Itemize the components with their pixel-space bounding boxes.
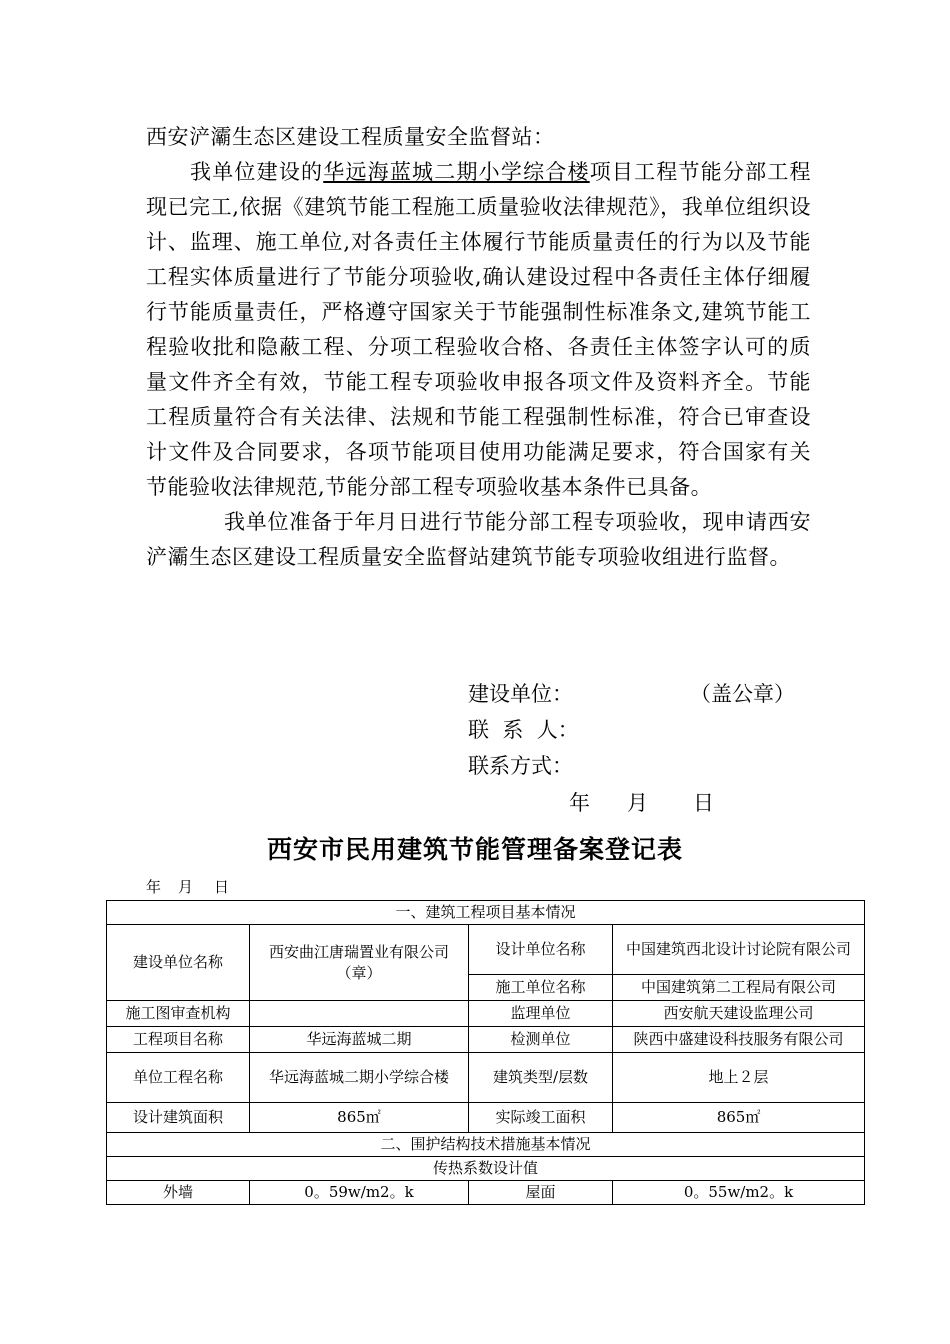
- table-row: [107, 1181, 865, 1205]
- section1-header: 一、建筑工程项目基本情况: [107, 901, 865, 925]
- actual-area-label: 实际竣工面积: [469, 1103, 613, 1133]
- table-row: [107, 901, 865, 925]
- exterior-wall-label: 外墙: [107, 1181, 250, 1205]
- design-unit-name-value: 中国建筑西北设计讨论院有限公司: [613, 925, 865, 975]
- testing-unit-value: 陕西中盛建设科技服务有限公司: [613, 1027, 865, 1053]
- section2-subheader: 传热系数设计值: [107, 1157, 865, 1181]
- construction-unit-name-value: 中国建筑第二工程局有限公司: [613, 975, 865, 1001]
- letter-salutation: 西安浐灞生态区建设工程质量安全监督站：: [146, 125, 555, 149]
- form-date-month: 月: [178, 878, 194, 896]
- letter-date-day: 日: [693, 791, 714, 815]
- table-row: [107, 1053, 865, 1103]
- letter-paragraph-2: 我单位准备于年月日进行节能分部工程专项验收，现申请西安浐灞生态区建设工程质量安全监督站建筑节能专项验收组进行监督。: [146, 510, 811, 569]
- design-unit-name-label: 设计单位名称: [469, 925, 613, 975]
- exterior-wall-value: 0。59w/m2。k: [250, 1181, 469, 1205]
- project-name-underlined: 华远海蓝城二期小学综合楼: [323, 160, 590, 184]
- table-row: [107, 1103, 865, 1133]
- actual-area-value: 865㎡: [613, 1103, 865, 1133]
- para1-lead: 我单位建设的: [190, 160, 324, 184]
- project-name-label: 工程项目名称: [107, 1027, 250, 1053]
- form-date-year: 年: [146, 878, 162, 896]
- sign-build-unit: [468, 677, 795, 712]
- supervision-unit-value: 西安航天建设监理公司: [613, 1001, 865, 1027]
- unit-project-name-label: 单位工程名称: [107, 1053, 250, 1103]
- letter-date-month: 月: [627, 791, 648, 815]
- build-unit-name-value: 西安曲江唐瑞置业有限公司（章）: [250, 925, 469, 1001]
- roof-label: 屋面: [469, 1181, 613, 1205]
- design-area-value: 865㎡: [250, 1103, 469, 1133]
- build-unit-label: 建设单位：: [468, 682, 573, 706]
- application-letter: [146, 120, 811, 575]
- form-title: 西安市民用建筑节能管理备案登记表: [266, 835, 683, 864]
- testing-unit-label: 检测单位: [469, 1027, 613, 1053]
- unit-project-name-value: 华远海蓝城二期小学综合楼: [250, 1053, 469, 1103]
- table-row: [107, 925, 865, 975]
- build-unit-name-label: 建设单位名称: [107, 925, 250, 1001]
- letter-paragraph-1: [146, 155, 811, 505]
- design-area-label: 设计建筑面积: [107, 1103, 250, 1133]
- form-date-day: 日: [214, 878, 230, 896]
- registration-table: [106, 900, 865, 1205]
- section2-header: 二、围护结构技术措施基本情况: [107, 1133, 865, 1157]
- construction-unit-name-label: 施工单位名称: [469, 975, 613, 1001]
- table-row: [107, 1133, 865, 1157]
- supervision-unit-label: 监理单位: [469, 1001, 613, 1027]
- roof-value: 0。55w/m2。k: [613, 1181, 865, 1205]
- project-name-value: 华远海蓝城二期: [250, 1027, 469, 1053]
- drawing-review-agency-value: [250, 1001, 469, 1027]
- sign-contact-person: 联 系 人：: [468, 718, 579, 742]
- official-seal-note: （盖公章）: [690, 682, 795, 706]
- table-row: [107, 1001, 865, 1027]
- sign-contact-method: 联系方式：: [468, 754, 573, 778]
- building-type-value: 地上２层: [613, 1053, 865, 1103]
- letter-date-year: 年: [569, 791, 590, 815]
- para1-body: 项目工程节能分部工程现已完工,依据《建筑节能工程施工质量验收法律规范》，我单位组织设计、监理、施工单位,对各责任主体履行节能质量责任的行为以及节能工程实体质量进行了节能分项验收,确认建设过程中各责任主体仔细履行节能质量责任，严格遵守国家关于节能强制性标准条文,建筑节能工程验收批和隐蔽工程、分项工程验收合格、各责任主体签字认可的质量文件齐全有效，节能工程专项验收申报各项文件及资料齐全。节能工程质量符合有关法律、法规和节能工程强制性标准，符合已审查设计文件及合同要求，各项节能项目使用功能满足要求，符合国家有关节能验收法律规范,节能分部工程专项验收基本条件已具备。: [146, 160, 812, 499]
- drawing-review-agency-label: 施工图审查机构: [107, 1001, 250, 1027]
- table-row: [107, 1027, 865, 1053]
- table-row: [107, 1157, 865, 1181]
- building-type-label: 建筑类型/层数: [469, 1053, 613, 1103]
